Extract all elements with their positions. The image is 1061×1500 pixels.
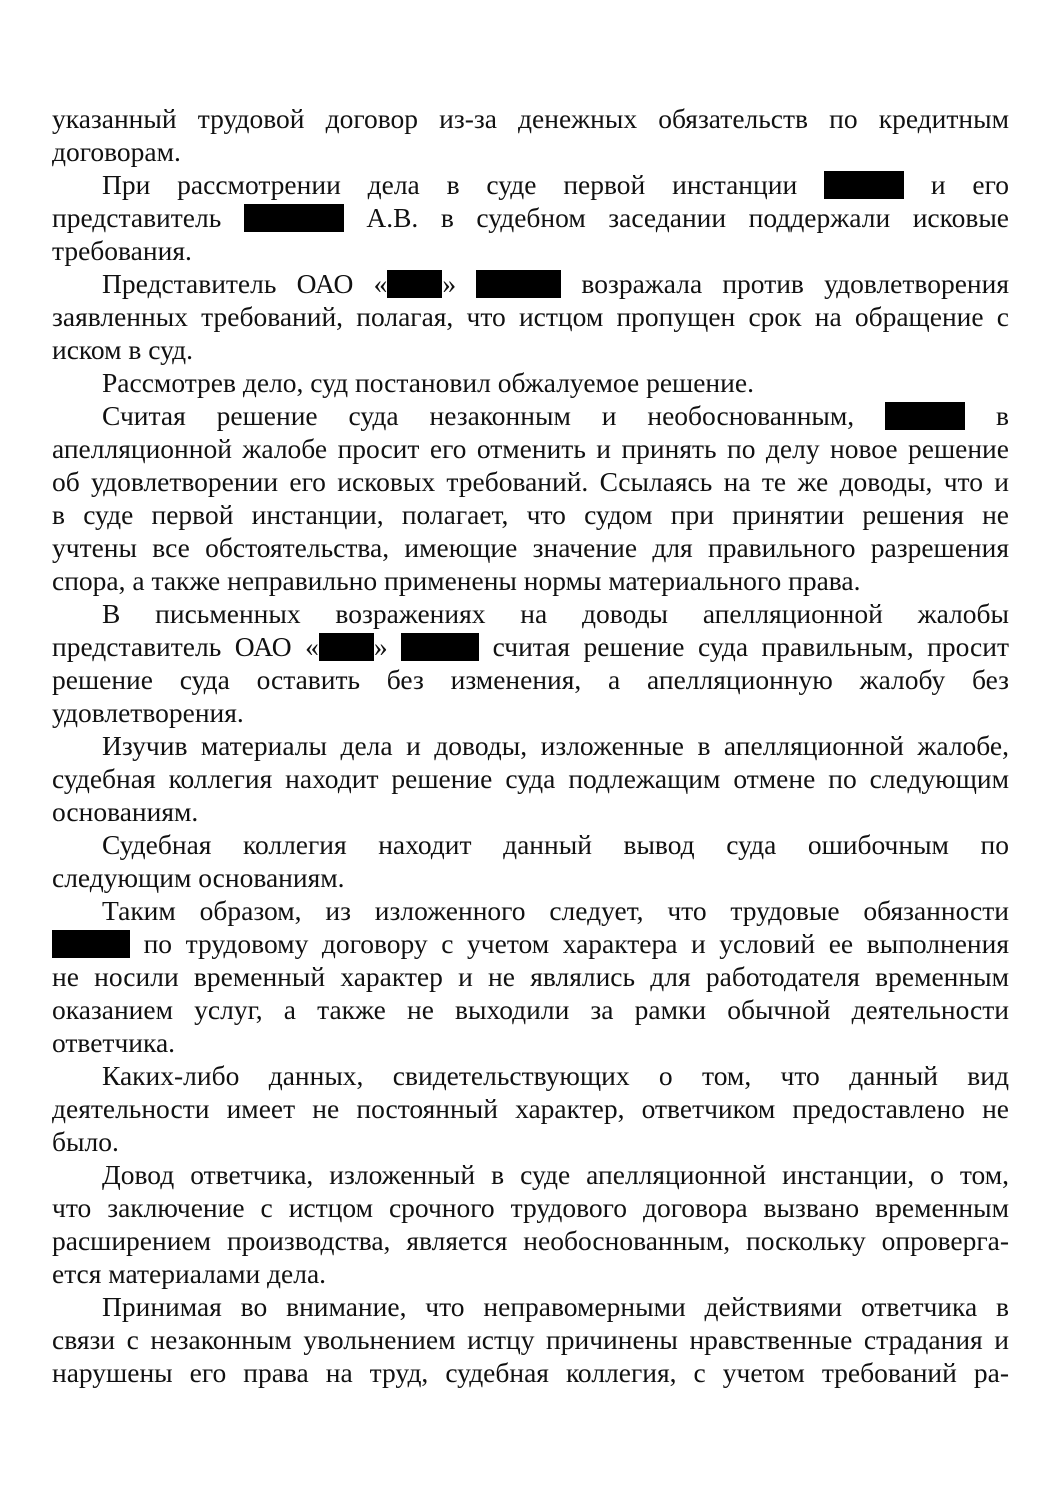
text-segment (52, 631, 388, 662)
text-line: иском в суд. (52, 334, 193, 365)
text-line: Довод ответчика, изложенный в суде апелляционной инстанции, о том, (102, 1159, 1009, 1190)
text-line (102, 267, 1009, 301)
text-segment: считая решение суда правильным, просит (492, 631, 1009, 662)
redaction-block (52, 930, 130, 958)
text-line (52, 630, 1009, 664)
text-line: Судебная коллегия находит данный вывод суда ошибочным по (102, 829, 1009, 860)
text-segment: в (996, 400, 1010, 431)
text-line: ется материалами дела. (52, 1258, 327, 1289)
text-line: оказанием услуг, а также не выходили за рамки обычной деятельности (52, 994, 1009, 1025)
text-line: требования. (52, 235, 192, 266)
text-segment: Считая решение суда незаконным и необоснованным, (102, 400, 855, 431)
text-line: расширением производства, является необоснованным, поскольку опроверга- (52, 1225, 1009, 1256)
text-line: Таким образом, из изложенного следует, что трудовые обязанности (102, 895, 1009, 926)
redaction-block (885, 402, 965, 430)
text-segment: представитель (52, 202, 222, 233)
text-line: связи с незаконным увольнением истцу причинены нравственные страдания и (52, 1324, 1009, 1355)
text-line: об удовлетворении его исковых требований. Ссылаясь на те же доводы, что и (52, 466, 1009, 497)
text-line: что заключение с истцом срочного трудового договора вызвано временным (52, 1192, 1009, 1223)
text-line (102, 168, 1009, 202)
text-line: не носили временный характер и не являлись для работодателя временным (52, 961, 1009, 992)
text-line: было. (52, 1126, 119, 1157)
text-line: Изучив материалы дела и доводы, изложенные в апелляционной жалобе, (102, 730, 1009, 761)
text-segment: и его (930, 169, 1009, 200)
text-segment: » (442, 268, 457, 299)
text-line (52, 201, 1009, 235)
text-line: апелляционной жалобе просит его отменить и принять по делу новое решение (52, 433, 1009, 464)
text-line: ответчика. (52, 1027, 176, 1058)
text-line: заявленных требований, полагая, что истцом пропущен срок на обращение с (52, 301, 1009, 332)
text-line: деятельности имеет не постоянный характер, ответчиком предоставлено не (52, 1093, 1009, 1124)
redaction-block (476, 270, 561, 298)
redaction-block (319, 633, 374, 661)
text-line: решение суда оставить без изменения, а апелляционную жалобу без (52, 664, 1009, 695)
redaction-block (401, 633, 479, 661)
text-segment: возражала против удовлетворения (581, 268, 1009, 299)
text-line: указанный трудовой договор из-за денежных обязательств по кредитным (52, 103, 1009, 134)
text-segment: Представитель ОАО « (102, 268, 388, 299)
text-segment: А.В. в судебном заседании поддержали исковые (366, 202, 1009, 233)
text-line: учтены все обстоятельства, имеющие значение для правильного разрешения (52, 532, 1009, 563)
redaction-block (244, 204, 344, 232)
text-line: нарушены его права на труд, судебная коллегия, с учетом требований ра- (52, 1357, 1009, 1388)
text-line: в суде первой инстанции, полагает, что судом при принятии решения не (52, 499, 1009, 530)
text-line: договорам. (52, 136, 181, 167)
text-segment (102, 268, 456, 299)
text-line (52, 927, 1009, 961)
text-segment: При рассмотрении дела в суде первой инстанции (102, 169, 798, 200)
text-line: В письменных возражениях на доводы апелляционной жалобы (102, 598, 1009, 629)
text-line: удовлетворения. (52, 697, 244, 728)
text-line: Рассмотрев дело, суд постановил обжалуемое решение. (102, 367, 754, 398)
text-line: Принимая во внимание, что неправомерными действиями ответчика в (102, 1291, 1009, 1322)
text-segment: » (373, 631, 388, 662)
text-line: следующим основаниям. (52, 862, 345, 893)
text-line: судебная коллегия находит решение суда подлежащим отмене по следующим (52, 763, 1009, 794)
redaction-block (387, 270, 442, 298)
text-line: спора, а также неправильно применены нормы материального права. (52, 565, 861, 596)
text-line (102, 399, 1009, 433)
text-segment: по трудовому договору с учетом характера и условий ее выполнения (143, 928, 1010, 959)
text-segment: представитель ОАО « (52, 631, 319, 662)
text-line: основаниям. (52, 796, 199, 827)
redaction-block (824, 171, 904, 199)
text-line: Каких-либо данных, свидетельствующих о том, что данный вид (102, 1060, 1009, 1091)
